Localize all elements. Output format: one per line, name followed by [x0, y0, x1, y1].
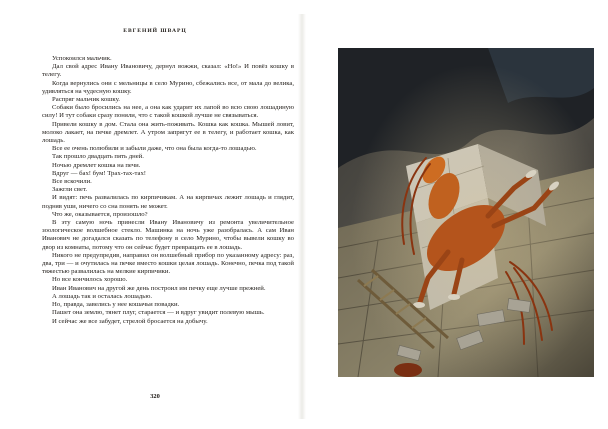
paragraph: Все ее очень полюбили и забыли даже, что она была когда-то лошадью.	[52, 145, 257, 153]
story-text	[42, 55, 294, 326]
horse-on-broken-stove-painting	[338, 48, 594, 377]
paragraph: И видят: печь развалилась по кирпичикам. А на кирпичах лежит лошадь и глядит, подняв уши, ничего со сна понять не может.	[42, 194, 294, 210]
paragraph: В эту самую ночь принесли Ивану Ивановичу из ремонта увеличительное зоологическое волшебное стекло. Машинка на ночь уже разобралась. А сам Иван Иванович не догадался сказать по телефону в село Мурино, чтобы вывели кошку во двор из комнаты, потому что он сейчас будет превращать ее в лошадь.	[42, 219, 294, 251]
page-number: 320	[150, 393, 160, 400]
paragraph: Распряг мальчик кошку.	[52, 96, 120, 104]
paragraph: Ночью дремлет кошка на печи.	[52, 161, 141, 169]
paragraph: Собаки было бросились на нее, а она как ударит их лапой во всю свою лошадиную силу! И тут собаки сразу поняли, что с такой кошкой лучше не связываться.	[42, 104, 294, 120]
paragraph: Никого не предупредив, направил он волшебный прибор по указанному адресу: раз, два, три — и очутилась на печке вместо кошки целая лошадь. Конечно, печка под такой тяжестью развалилась на мелкие кирпичики.	[42, 251, 294, 276]
paragraph: Иван Иванович на другой же день построил им печку еще лучше прежней.	[52, 284, 266, 292]
paragraph: Что же, оказывается, произошло?	[52, 210, 148, 218]
book-gutter	[298, 14, 306, 419]
paragraph: Когда вернулись они с мельницы в село Мурино, сбежались все, от мала до велика, удивляться на чудесную кошку.	[42, 79, 294, 95]
paragraph: И сейчас же все забудет, стрелой бросается на добычу.	[52, 317, 208, 325]
paragraph: Привели кошку в дом. Стала она жить-поживать. Кошка как кошка. Мышей ловит, молоко лакает, на печке дремлет. А утром запрягут ее в телегу, и работает кошка, как лошадь.	[42, 120, 294, 145]
paragraph: Дал свой адрес Ивану Ивановичу, дернул вожжи, сказал: «Но!» И повёз кошку в телегу.	[42, 63, 294, 79]
paragraph: Зажгли свет.	[52, 186, 88, 194]
paragraph: Вдруг — бах! бум! Трах-тах-тах!	[52, 169, 147, 177]
paragraph: А лошадь так и осталась лошадью.	[52, 292, 152, 300]
paragraph: Но, правда, завелись у нее кошачьи повадки.	[52, 301, 180, 309]
paragraph: Все вскочили.	[52, 178, 92, 186]
story-illustration	[338, 48, 594, 377]
paragraph: Так прошло двадцать пять дней.	[52, 153, 144, 161]
right-page	[306, 14, 596, 419]
paragraph: Но все кончилось хорошо.	[52, 276, 128, 284]
left-page	[12, 14, 298, 419]
paragraph: Пашет она землю, тянет плуг, старается — и вдруг увидит полевую мышь.	[52, 309, 265, 317]
running-head: ЕВГЕНИЙ ШВАРЦ	[123, 28, 187, 34]
paragraph: Успокоился мальчик.	[52, 55, 112, 62]
